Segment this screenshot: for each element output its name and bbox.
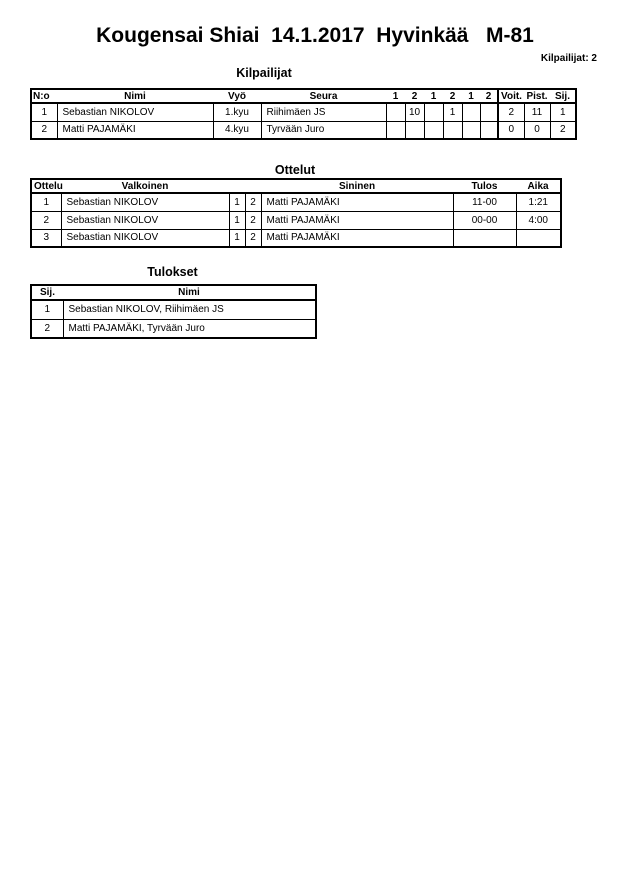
col-header-belt: Vyö — [213, 89, 261, 103]
matches-table — [30, 178, 562, 248]
result-name: Matti PAJAMÄKI, Tyrvään Juro — [63, 319, 316, 338]
competitor-place: 1 — [550, 103, 576, 121]
col-header-result: Tulos — [453, 179, 516, 193]
match-white-no: 1 — [229, 211, 245, 229]
col-header-no: N:o — [31, 89, 57, 103]
col-header-blue: Sininen — [261, 179, 453, 193]
col-header-score-1: 1 — [386, 89, 405, 103]
match-white-no: 1 — [229, 229, 245, 247]
competitor-row — [31, 121, 576, 139]
match-row — [31, 211, 561, 229]
score-cell — [462, 121, 480, 139]
competitor-points: 11 — [524, 103, 550, 121]
competitor-points: 0 — [524, 121, 550, 139]
score-cell — [424, 103, 443, 121]
score-cell: 1 — [443, 103, 462, 121]
competitor-no: 1 — [31, 103, 57, 121]
col-header-score-6: 2 — [480, 89, 498, 103]
match-blue-no: 2 — [245, 211, 261, 229]
match-white-name: Sebastian NIKOLOV — [61, 229, 229, 247]
col-header-name: Nimi — [57, 89, 213, 103]
match-blue-name: Matti PAJAMÄKI — [261, 229, 453, 247]
matches-header-row — [31, 179, 561, 193]
match-blue-name: Matti PAJAMÄKI — [261, 193, 453, 211]
match-row — [31, 193, 561, 211]
col-header-blue-no — [245, 179, 261, 193]
score-cell — [405, 121, 424, 139]
result-name: Sebastian NIKOLOV, Riihimäen JS — [63, 300, 316, 319]
page-title: Kougensai Shiai 14.1.2017 Hyvinkää M-81 — [96, 24, 534, 47]
col-header-points: Pist. — [524, 89, 550, 103]
match-blue-name: Matti PAJAMÄKI — [261, 211, 453, 229]
col-header-white-no — [229, 179, 245, 193]
match-result — [453, 229, 516, 247]
results-table — [30, 284, 317, 339]
competitor-row — [31, 103, 576, 121]
col-header-score-4: 2 — [443, 89, 462, 103]
col-header-score-2: 2 — [405, 89, 424, 103]
score-cell — [462, 103, 480, 121]
col-header-match: Ottelu — [31, 179, 61, 193]
col-header-wins: Voit. — [498, 89, 524, 103]
match-blue-no: 2 — [245, 229, 261, 247]
match-white-no: 1 — [229, 193, 245, 211]
col-header-place: Sij. — [31, 285, 63, 300]
col-header-white: Valkoinen — [61, 179, 229, 193]
competitor-count-label: Kilpailijat: 2 — [540, 53, 597, 64]
col-header-club: Seura — [261, 89, 386, 103]
match-result: 11-00 — [453, 193, 516, 211]
score-cell — [424, 121, 443, 139]
competitor-wins: 2 — [498, 103, 524, 121]
match-time: 1:21 — [516, 193, 561, 211]
competitor-belt: 4.kyu — [213, 121, 261, 139]
match-row — [31, 229, 561, 247]
score-cell — [386, 103, 405, 121]
competitor-club: Tyrvään Juro — [261, 121, 386, 139]
competitor-no: 2 — [31, 121, 57, 139]
competitors-header-row — [31, 89, 576, 103]
match-no: 2 — [31, 211, 61, 229]
result-place: 1 — [31, 300, 63, 319]
results-section-heading: Tulokset — [147, 265, 198, 279]
col-header-time: Aika — [516, 179, 561, 193]
competitor-wins: 0 — [498, 121, 524, 139]
match-no: 1 — [31, 193, 61, 211]
competitor-club: Riihimäen JS — [261, 103, 386, 121]
match-result: 00-00 — [453, 211, 516, 229]
match-no: 3 — [31, 229, 61, 247]
result-row — [31, 319, 316, 338]
competitors-table — [30, 88, 577, 140]
match-blue-no: 2 — [245, 193, 261, 211]
match-white-name: Sebastian NIKOLOV — [61, 211, 229, 229]
col-header-name: Nimi — [63, 285, 316, 300]
matches-section-heading: Ottelut — [274, 163, 316, 177]
results-header-row — [31, 285, 316, 300]
match-time — [516, 229, 561, 247]
match-time: 4:00 — [516, 211, 561, 229]
result-place: 2 — [31, 319, 63, 338]
competitor-name: Sebastian NIKOLOV — [57, 103, 213, 121]
col-header-place: Sij. — [550, 89, 576, 103]
match-white-name: Sebastian NIKOLOV — [61, 193, 229, 211]
competitors-section-heading: Kilpailijat — [236, 66, 292, 80]
score-cell — [480, 103, 498, 121]
col-header-score-3: 1 — [424, 89, 443, 103]
competitor-name: Matti PAJAMÄKI — [57, 121, 213, 139]
score-cell — [480, 121, 498, 139]
score-cell: 10 — [405, 103, 424, 121]
result-row — [31, 300, 316, 319]
score-cell — [386, 121, 405, 139]
competitor-place: 2 — [550, 121, 576, 139]
col-header-score-5: 1 — [462, 89, 480, 103]
score-cell — [443, 121, 462, 139]
competitor-belt: 1.kyu — [213, 103, 261, 121]
